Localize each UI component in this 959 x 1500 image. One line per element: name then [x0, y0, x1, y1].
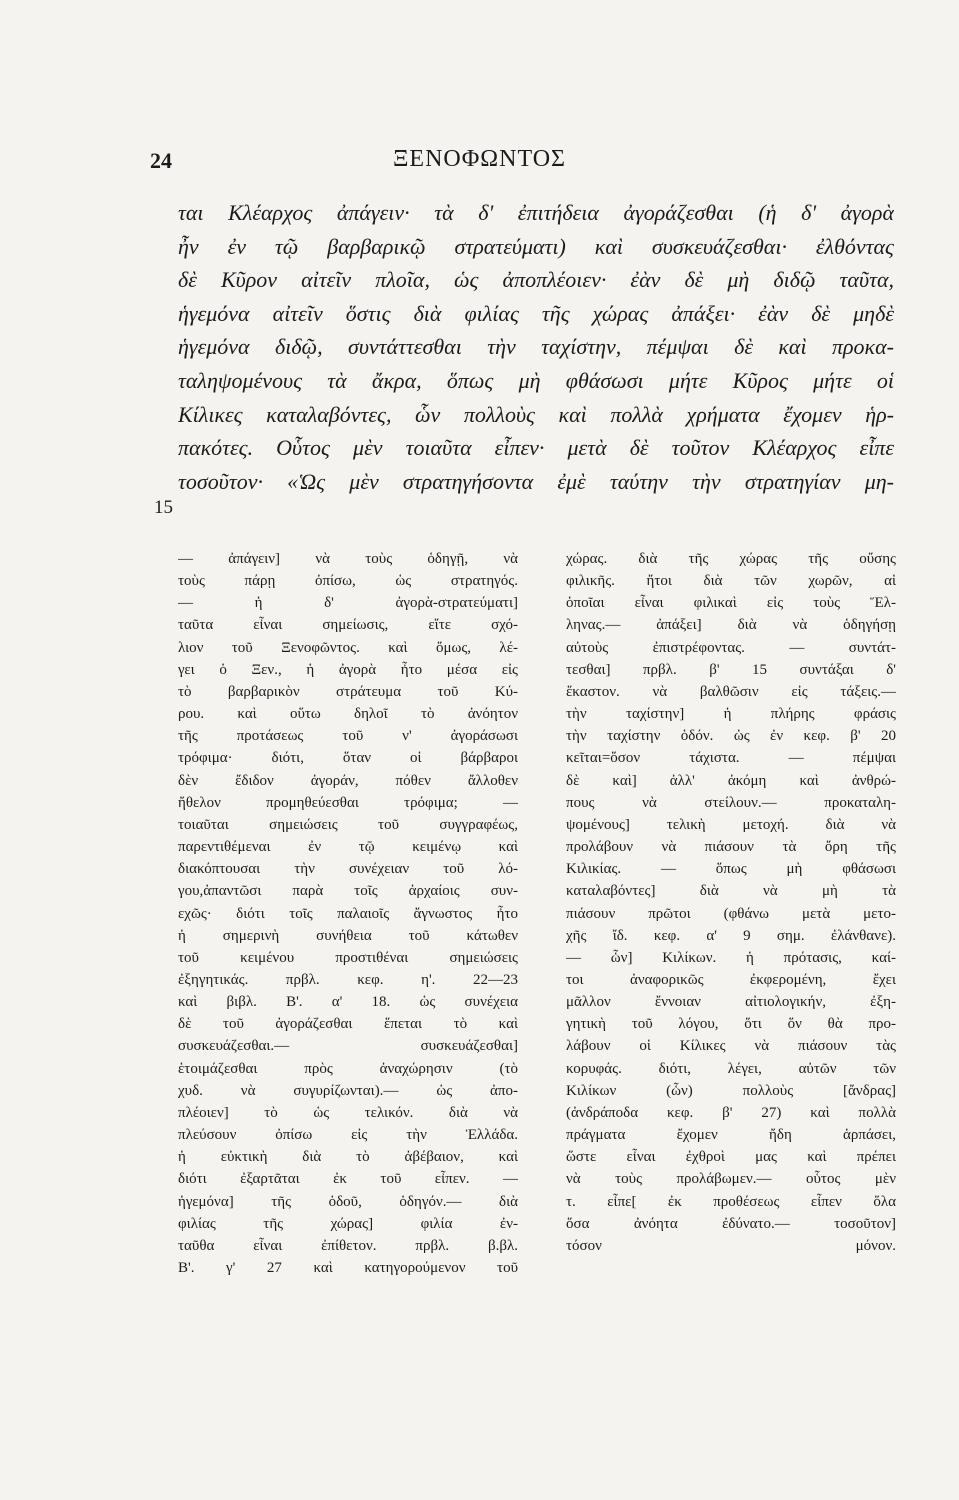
- commentary-line: προλάβουν νὰ πιάσουν τὰ ὄρη τῆς: [566, 839, 896, 856]
- commentary-line: Κιλικίας. — ὅπως μὴ φθάσωσι: [566, 861, 896, 878]
- running-title: ΞΕΝΟΦΩΝΤΟΣ: [393, 146, 566, 172]
- main-text-line: ἡγεμόνα διδῷ, συντάττεσθαι τὴν ταχίστην, πέμψαι δὲ καὶ προκα-: [178, 334, 894, 360]
- commentary-line: φιλικῆς. ἤτοι διὰ τῶν χωρῶν, αἱ: [566, 573, 896, 590]
- commentary-line: Β'. γ' 27 καὶ κατηγορούμενον τοῦ: [178, 1260, 518, 1276]
- commentary-line: πλεύσουν ὀπίσω εἰς τὴν Ἑλλάδα.: [178, 1127, 518, 1144]
- commentary-line: ἐξηγητικάς. πρβλ. κεφ. η'. 22—23: [178, 971, 518, 988]
- commentary-line: — ἡ δ' ἀγορὰ-στρατεύματι]: [178, 595, 518, 612]
- line-number-marker: 15: [154, 497, 173, 518]
- commentary-line: τὴν ταχίστην ὁδόν. ὡς ἐν κεφ. β' 20: [566, 728, 896, 745]
- commentary-line: καταλαβόντες] διὰ νὰ μὴ τὰ: [566, 883, 896, 900]
- commentary-line: ἡ σημερινὴ συνήθεια τοῦ κάτωθεν: [178, 927, 518, 944]
- commentary-line: ὥστε εἶναι ἐχθροὶ μας καὶ πρέπει: [566, 1149, 896, 1166]
- main-text-line: δὲ Κῦρον αἰτεῖν πλοῖα, ὡς ἀποπλέοιεν· ἐὰν δὲ μὴ διδῷ ταῦτα,: [178, 267, 894, 293]
- commentary-line: — ἀπάγειν] νὰ τοὺς ὁδηγῇ, νὰ: [178, 551, 518, 567]
- commentary-line: ἡγεμόνα] τῆς ὁδοῦ, ὁδηγόν.— διὰ: [178, 1193, 518, 1210]
- commentary-line: δὲν ἔδιδον ἀγοράν, πόθεν ἄλλοθεν: [178, 772, 518, 789]
- commentary-line: λιον τοῦ Ξενοφῶντος. καὶ ὅμως, λέ-: [178, 639, 518, 656]
- commentary-line: τοιαῦται σημειώσεις τοῦ συγγραφέως,: [178, 816, 518, 833]
- commentary-line: τοι ἀναφορικῶς ἐκφερομένη, ἔχει: [566, 971, 896, 988]
- commentary-line: πράγματα ἔχομεν ἤδη ἁρπάσει,: [566, 1127, 896, 1144]
- commentary-left-column: [178, 548, 518, 1279]
- commentary-line: πιάσουν πρῶτοι (φθάνω μετὰ μετο-: [566, 905, 896, 922]
- main-text-line: ται Κλέαρχος ἀπάγειν· τὰ δ' ἐπιτήδεια ἀγοράζεσθαι (ἡ δ' ἀγορὰ: [178, 200, 894, 225]
- commentary-line: καὶ βιβλ. Β'. α' 18. ὡς συνέχεια: [178, 994, 518, 1011]
- commentary-line: μᾶλλον ἔννοιαν αἰτιολογικήν, ἐξη-: [566, 994, 896, 1011]
- main-text-line: Κίλικες καταλαβόντες, ὧν πολλοὺς καὶ πολλὰ χρήματα ἔχομεν ἡρ-: [178, 401, 894, 427]
- commentary-line: τὸ βαρβαρικὸν στράτευμα τοῦ Κύ-: [178, 683, 518, 700]
- commentary-line: τοῦ κειμένου προστιθέναι σημειώσεις: [178, 949, 518, 966]
- commentary-line: πους νὰ στείλουν.— προκαταλη-: [566, 794, 896, 811]
- commentary-line: τὴν ταχίστην] ἡ πλήρης φράσις: [566, 706, 896, 723]
- commentary-line: ψομένους] τελικὴ μετοχή. διὰ νὰ: [566, 816, 896, 833]
- commentary-line: ρου. καὶ οὕτω δηλοῖ τὸ ἀνόητον: [178, 706, 518, 723]
- commentary-line: διακόπτουσαι τὴν συνέχειαν τοῦ λό-: [178, 861, 518, 878]
- main-text-line: τοσοῦτον· «Ὡς μὲν στρατηγήσοντα ἐμὲ ταύτην τὴν στρατηγίαν μη-: [178, 468, 894, 494]
- commentary-line: φιλίας τῆς χώρας] φιλία ἐν-: [178, 1215, 518, 1232]
- commentary-line: — ὧν] Κιλίκων. ἡ πρότασις, καί-: [566, 949, 896, 966]
- commentary-line: ἡ εὐκτικὴ διὰ τὸ ἀβέβαιον, καὶ: [178, 1149, 518, 1166]
- commentary-line: δὲ καὶ] ἀλλ' ἀκόμη καὶ ἀνθρώ-: [566, 772, 896, 789]
- commentary-line: ἤθελον προμηθεύεσθαι τρόφιμα; —: [178, 794, 518, 811]
- commentary-right-column: [566, 548, 896, 1257]
- commentary-line: διότι ἐξαρτᾶται ἐκ τοῦ εἶπεν. —: [178, 1171, 518, 1188]
- commentary-line: συσκευάζεσθαι.— συσκευάζεσθαι]: [178, 1038, 518, 1055]
- commentary-line: (ἀνδράποδα κεφ. β' 27) καὶ πολλὰ: [566, 1104, 896, 1121]
- commentary-line: τ. εἶπε[ ἐκ προθέσεως εἶπεν ὅλα: [566, 1193, 896, 1210]
- commentary-line: ληνας.— ἀπάξει] διὰ νὰ ὁδηγήσῃ: [566, 617, 896, 634]
- commentary-line: δὲ τοῦ ἀγοράζεσθαι ἕπεται τὸ καὶ: [178, 1016, 518, 1033]
- commentary-line: κορυφάς. διότι, λέγει, αὐτῶν τῶν: [566, 1060, 896, 1077]
- commentary-line: ἕκαστον. νὰ βαλθῶσιν εἰς τάξεις.—: [566, 683, 896, 700]
- commentary-line: τόσον μόνον.: [566, 1237, 896, 1254]
- main-text-block: [178, 196, 894, 498]
- main-text-line: ἡγεμόνα αἰτεῖν ὅστις διὰ φιλίας τῆς χώρας ἀπάξει· ἐὰν δὲ μηδὲ: [178, 300, 894, 326]
- commentary-line: νὰ τοὺς προλάβωμεν.— οὗτος μὲν: [566, 1171, 896, 1188]
- commentary-line: πλέοιεν] τὸ ὡς τελικόν. διὰ νὰ: [178, 1104, 518, 1121]
- commentary-line: χυδ. νὰ συγυρίζωνται).— ὡς ἀπο-: [178, 1082, 518, 1099]
- commentary-line: τῆς προτάσεως τοῦ ν' ἀγοράσωσι: [178, 728, 518, 745]
- commentary-line: αὐτοὺς ἐπιστρέφοντας. — συντάτ-: [566, 639, 896, 656]
- commentary-line: παρεντιθέμεναι ἐν τῷ κειμένῳ καὶ: [178, 839, 518, 856]
- commentary-line: τρόφιμα· διότι, ὅταν οἱ βάρβαροι: [178, 750, 518, 767]
- commentary-line: ἑτοιμάζεσθαι πρὸς ἀναχώρησιν (τὸ: [178, 1060, 518, 1077]
- commentary-line: γου,ἀπαντῶσι παρὰ τοῖς ἀρχαίοις συν-: [178, 883, 518, 900]
- commentary-line: γει ὁ Ξεν., ἡ ἀγορὰ ἦτο μέσα εἰς: [178, 661, 518, 678]
- commentary-line: ὅσα ἀνόητα ἐδύνατο.— τοσοῦτον]: [566, 1215, 896, 1232]
- commentary-line: εχῶς· διότι τοῖς παλαιοῖς ἄγνωστος ἦτο: [178, 905, 518, 922]
- commentary-line: γητικὴ τοῦ λόγου, ὅτι ὅν θὰ προ-: [566, 1016, 896, 1033]
- commentary-line: ὁποῖαι εἶναι φιλικαὶ εἰς τοὺς Ἕλ-: [566, 595, 896, 612]
- commentary-line: Κιλίκων (ὧν) πολλοὺς [ἄνδρας]: [566, 1082, 896, 1099]
- commentary-line: χώρας. διὰ τῆς χώρας τῆς οὔσης: [566, 551, 896, 567]
- page-number: 24: [150, 148, 172, 173]
- main-text-line: ταληψομένους τὰ ἄκρα, ὅπως μὴ φθάσωσι μήτε Κῦρος μήτε οἱ: [178, 367, 894, 393]
- commentary-line: κεῖται=ὅσον τάχιστα. — πέμψαι: [566, 750, 896, 767]
- commentary-line: χῆς ἴδ. κεφ. α' 9 σημ. ἐλάνθανε).: [566, 927, 896, 944]
- commentary-line: τοὺς πάρῃ ὀπίσω, ὡς στρατηγός.: [178, 573, 518, 590]
- commentary-line: λάβουν οἱ Κίλικες νὰ πιάσουν τὰς: [566, 1038, 896, 1055]
- commentary-line: ταῦτα εἶναι σημείωσις, εἴτε σχό-: [178, 617, 518, 634]
- main-text-line: ἦν ἐν τῷ βαρβαρικῷ στρατεύματι) καὶ συσκευάζεσθαι· ἐλθόντας: [178, 233, 894, 259]
- commentary-line: τεσθαι] πρβλ. β' 15 συντάξαι δ': [566, 661, 896, 678]
- commentary-line: ταῦθα εἶναι ἐπίθετον. πρβλ. β.βλ.: [178, 1237, 518, 1254]
- main-text-line: πακότες. Οὗτος μὲν τοιαῦτα εἶπεν· μετὰ δὲ τοῦτον Κλέαρχος εἶπε: [178, 435, 894, 461]
